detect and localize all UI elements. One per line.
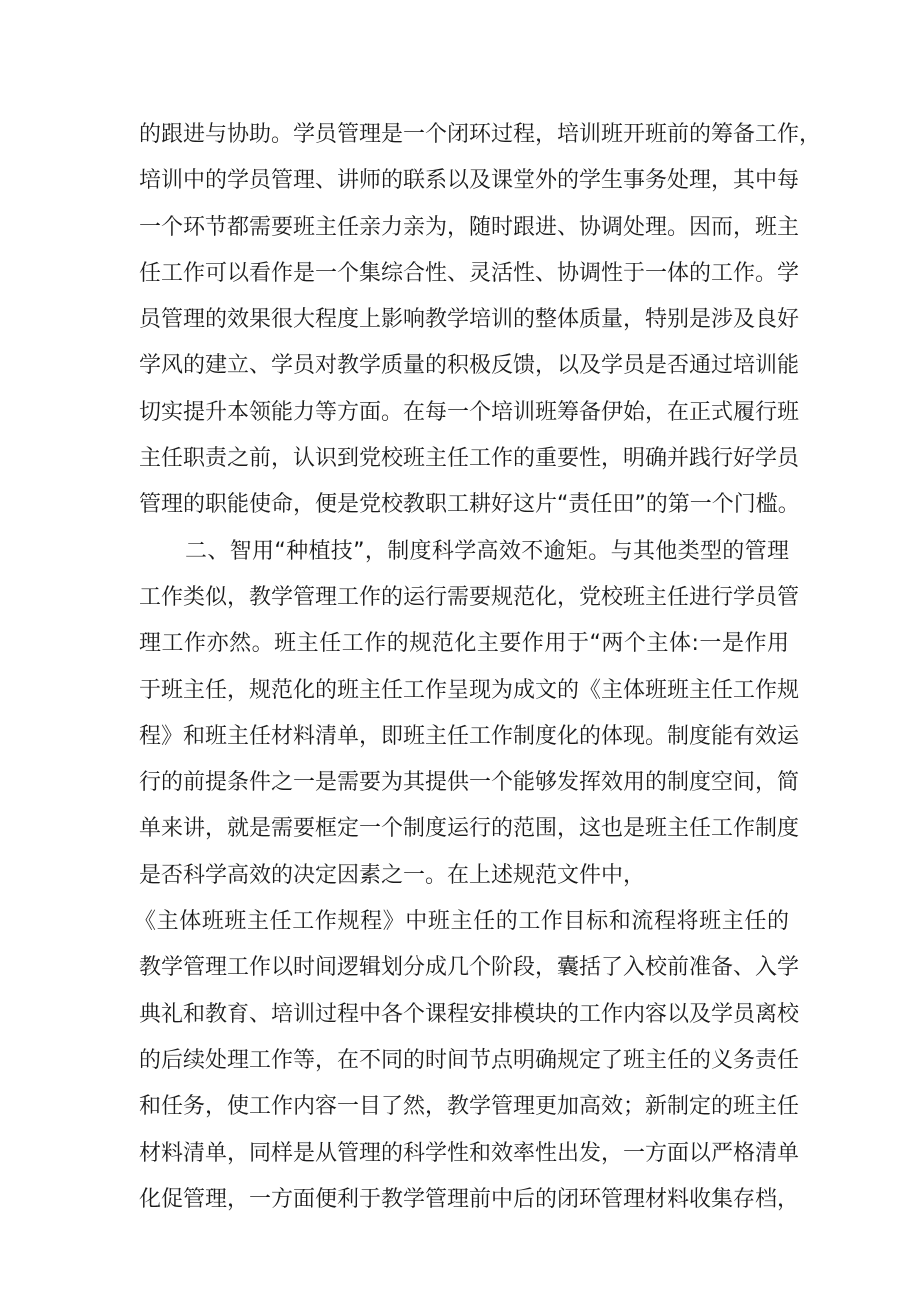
text-line: 程》和班主任材料清单，即班主任工作制度化的体现。制度能有效运 <box>139 723 800 749</box>
text-line: 管理的职能使命，便是党校教职工耕好这片“责任田”的第一个门槛。 <box>139 492 800 518</box>
text-line: 教学管理工作以时间逻辑划分成几个阶段，囊括了入校前准备、入学 <box>139 955 800 981</box>
text-line: 一个环节都需要班主任亲力亲为，随时跟进、协调处理。因而，班主 <box>139 214 800 240</box>
text-line: 是否科学高效的决定因素之一。在上述规范文件中， <box>139 862 646 888</box>
text-line: 于班主任，规范化的班主任工作呈现为成文的《主体班班主任工作规 <box>139 677 800 703</box>
text-line: 的跟进与协助。学员管理是一个闭环过程，培训班开班前的筹备工作， <box>139 122 822 147</box>
text-line: 培训中的学员管理、讲师的联系以及课堂外的学生事务处理，其中每 <box>139 168 800 194</box>
text-line: 和任务，使工作内容一目了然，教学管理更加高效；新制定的班主任 <box>139 1094 800 1120</box>
text-line: 切实提升本领能力等方面。在每一个培训班筹备伊始，在正式履行班 <box>139 399 800 425</box>
text-line: 单来讲，就是需要框定一个制度运行的范围，这也是班主任工作制度 <box>139 816 800 842</box>
text-line: 工作类似，教学管理工作的运行需要规范化，党校班主任进行学员管 <box>139 584 800 610</box>
text-line: 《主体班班主任工作规程》中班主任的工作目标和流程将班主任的 <box>134 909 789 935</box>
text-line: 化促管理，一方面便利于教学管理前中后的闭环管理材料收集存档， <box>139 1186 800 1212</box>
text-line: 理工作亦然。班主任工作的规范化主要作用于“两个主体:一是作用 <box>139 631 789 657</box>
section-heading-line: 二、智用“种植技”，制度科学高效不逾矩。与其他类型的管理 <box>185 538 789 564</box>
text-line: 材料清单，同样是从管理的科学性和效率性出发，一方面以严格清单 <box>139 1140 800 1166</box>
text-line: 员管理的效果很大程度上影响教学培训的整体质量，特别是涉及良好 <box>139 307 800 333</box>
text-line: 典礼和教育、培训过程中各个课程安排模块的工作内容以及学员离校 <box>139 1001 800 1027</box>
text-line: 任工作可以看作是一个集综合性、灵活性、协调性于一体的工作。学 <box>139 260 800 286</box>
text-line: 学风的建立、学员对教学质量的积极反馈，以及学员是否通过培训能 <box>139 353 800 379</box>
body-text <box>134 112 822 1223</box>
text-line: 的后续处理工作等，在不同的时间节点明确规定了班主任的义务责任 <box>139 1047 800 1073</box>
text-line: 主任职责之前，认识到党校班主任工作的重要性，明确并践行好学员 <box>139 446 800 472</box>
text-line: 行的前提条件之一是需要为其提供一个能够发挥效用的制度空间，简 <box>139 770 800 796</box>
